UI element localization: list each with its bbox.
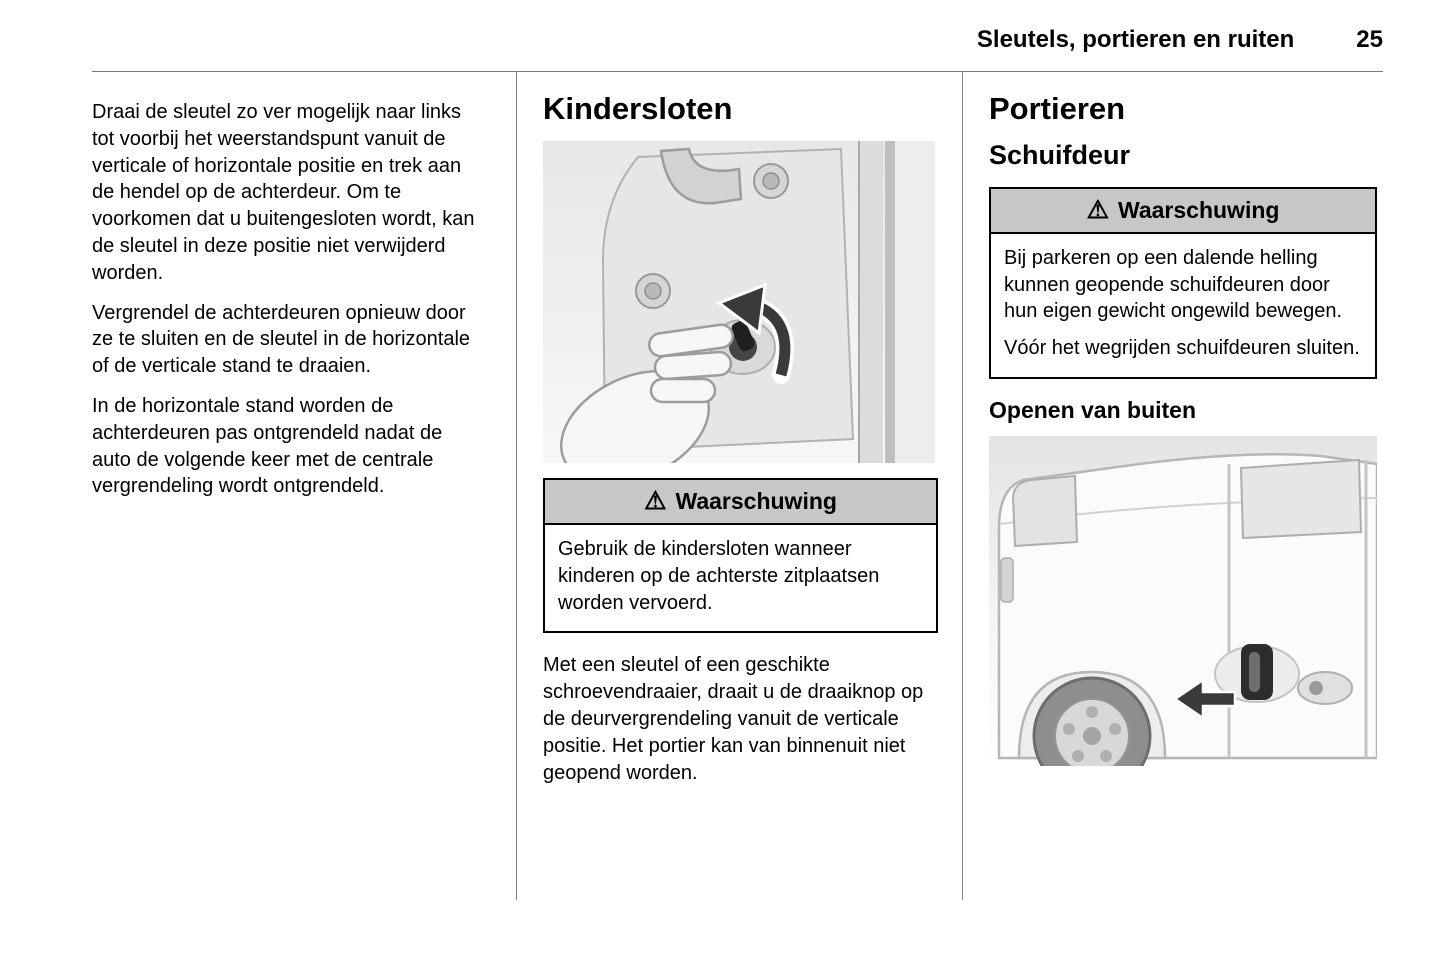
warning-triangle-icon: ⚠ bbox=[644, 487, 667, 516]
column-middle bbox=[516, 72, 963, 900]
warning-header bbox=[545, 480, 936, 525]
subsection-heading-schuifdeur: Schuifdeur bbox=[989, 140, 1131, 171]
column-right bbox=[963, 72, 1377, 900]
warning-header bbox=[991, 189, 1375, 234]
warning-text: Gebruik de kindersloten wanneer kinderen op de achterste zitplaatsen worden vervoerd. bbox=[558, 538, 880, 614]
warning-text: Vóór het wegrijden schuifdeuren sluiten. bbox=[1004, 337, 1360, 360]
section-heading-portieren: Portieren bbox=[989, 91, 1126, 126]
page-number: 25 bbox=[1356, 26, 1383, 53]
warning-triangle-icon: ⚠ bbox=[1086, 195, 1109, 224]
page-header bbox=[92, 26, 1383, 54]
section-heading-kindersloten: Kindersloten bbox=[543, 91, 733, 126]
warning-text: Bij parkeren op een dalende helling kunnen geopende schuifdeuren door hun eigen gewicht ongewild bewegen. bbox=[1004, 246, 1343, 323]
paragraph: Met een sleutel of een geschikte schroevendraaier, draait u de draaiknop op de deurvergrendeling vanuit de verticale positie. Het portier kan van binnenuit niet geopend worden. bbox=[543, 654, 924, 784]
warning-box-kindersloten bbox=[543, 478, 938, 633]
warning-title: Waarschuwing bbox=[1117, 196, 1280, 223]
column-left bbox=[92, 72, 516, 900]
sliding-door-illustration-image bbox=[989, 436, 1377, 766]
warning-title: Waarschuwing bbox=[675, 488, 837, 515]
warning-body bbox=[545, 525, 936, 631]
page-columns bbox=[92, 72, 1383, 900]
subsection-heading-openen-van-buiten: Openen van buiten bbox=[989, 396, 1197, 423]
page-header-title: Sleutels, portieren en ruiten bbox=[976, 26, 1295, 53]
paragraph: Draai de sleutel zo ver mogelijk naar links tot voorbij het weerstandspunt vanuit de verticale of horizontale positie en trek aan de hendel op de achterdeur. Om te voorkomen dat u buitengesloten wordt, kan de sleutel in deze positie niet verwijderd worden. bbox=[92, 101, 475, 284]
paragraph: Vergrendel de achterdeuren opnieuw door ze te sluiten en de sleutel in de horizontale of de verticale stand te draaien. bbox=[92, 301, 471, 378]
childlock-illustration bbox=[543, 141, 938, 463]
childlock-illustration-image bbox=[543, 141, 935, 463]
warning-box-schuifdeur bbox=[989, 187, 1377, 379]
paragraph: In de horizontale stand worden de achterdeuren pas ontgrendeld nadat de auto de volgende keer met de centrale vergrendeling wordt ontgrendeld. bbox=[92, 394, 443, 498]
warning-body bbox=[991, 234, 1375, 377]
sliding-door-illustration bbox=[989, 436, 1377, 766]
